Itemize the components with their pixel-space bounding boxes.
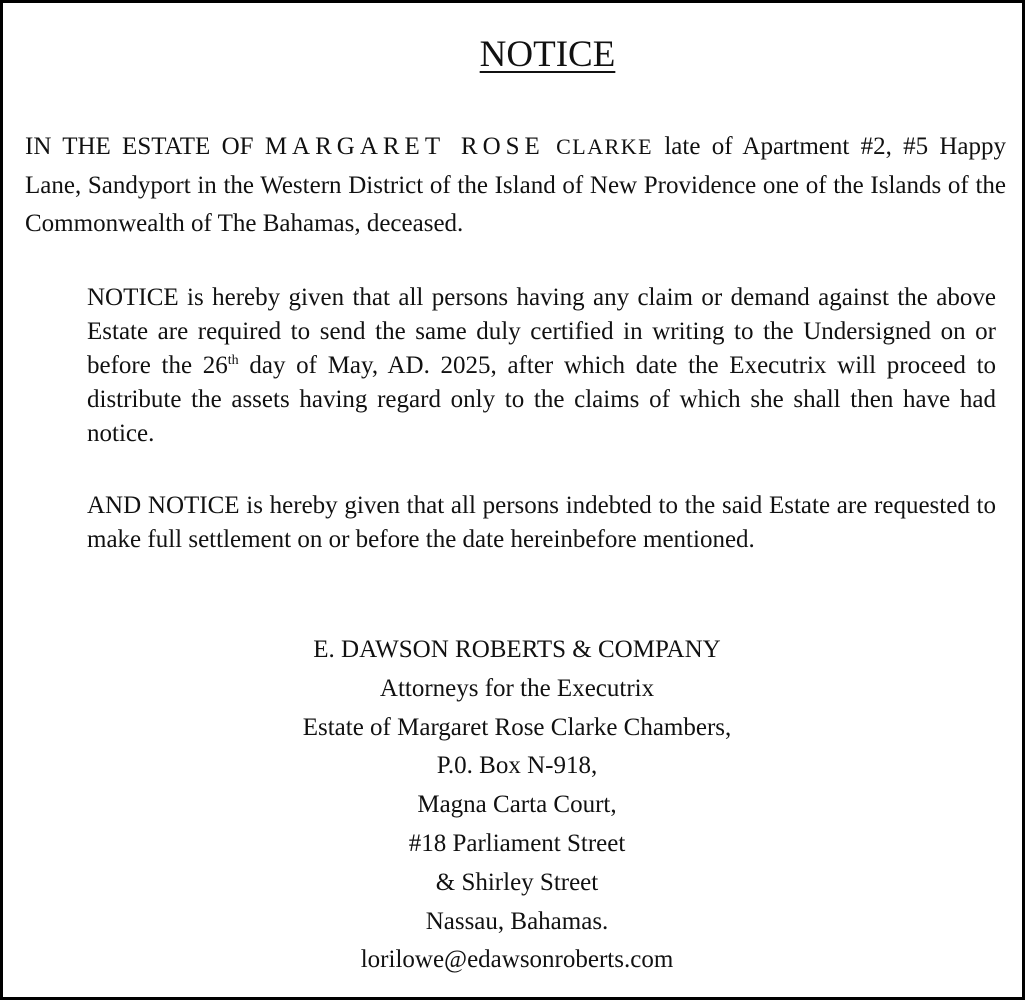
street-address-1: #18 Parliament Street xyxy=(408,829,626,857)
claims-text-start: NOTICE is hereby given that all persons having any claim or demand against the above Estate are required to send the same duly certified in writing to the Undersigned on or before the xyxy=(87,284,996,379)
city: Nassau, Bahamas. xyxy=(425,907,609,935)
claims-paragraph xyxy=(87,281,996,451)
deceased-given-names: MARGARET ROSE xyxy=(264,133,545,160)
estate-heading xyxy=(25,128,1006,244)
notice-title: NOTICE xyxy=(479,34,616,75)
contact-email: lorilowe@edawsonroberts.com xyxy=(360,946,674,974)
firm-name: E. DAWSON ROBERTS & COMPANY xyxy=(313,636,721,663)
estate-chambers-line: Estate of Margaret Rose Clarke Chambers, xyxy=(302,713,732,741)
court-address: Magna Carta Court, xyxy=(417,791,617,819)
estate-address: late of Apartment #2, #5 Happy Lane, Sandyport in the Western District of the Island of New Providence one of the Islands of the Commonwealth of The Bahamas, deceased. xyxy=(25,133,1006,237)
settlement-paragraph: AND NOTICE is hereby given that all persons indebted to the said Estate are requested to make full settlement on or before the date hereinbefore mentioned. xyxy=(87,492,996,553)
claims-text-end: day of May, AD. 2025, after which date the Executrix will proceed to distribute the assets having regard only to the claims of which she shall then have had notice. xyxy=(87,352,997,447)
deceased-surname: CLARKE xyxy=(556,134,654,159)
attorney-role: Attorneys for the Executrix xyxy=(379,674,655,702)
deadline-day-suffix: th xyxy=(227,353,239,368)
estate-prefix: IN THE ESTATE OF xyxy=(25,133,254,160)
signature-block xyxy=(17,631,1017,980)
po-box: P.0. Box N-918, xyxy=(436,752,598,780)
deadline-day: 26 xyxy=(202,352,228,379)
street-address-2: & Shirley Street xyxy=(435,868,599,896)
